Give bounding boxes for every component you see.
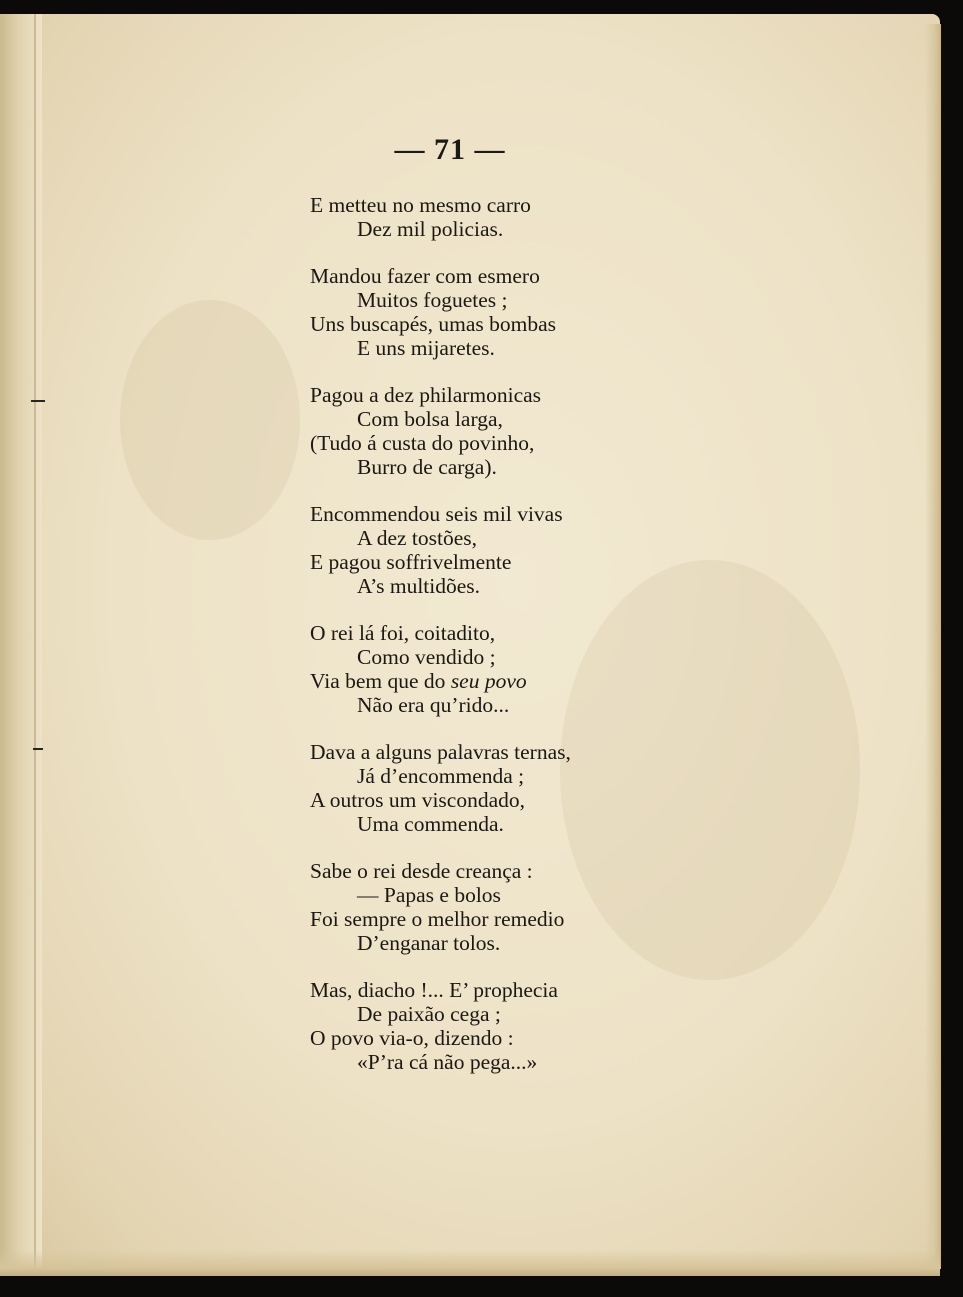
verse-line: (Tudo á custa do povinho, (310, 431, 535, 455)
page-number: — 71 — (394, 133, 506, 166)
verse-text: Via bem que do (310, 669, 451, 693)
stanza (310, 859, 670, 955)
verse-line: Mas, diacho !... E’ prophecia (310, 978, 558, 1002)
verse-line (310, 669, 670, 693)
margin-mark (33, 748, 43, 750)
verse-line: Foi sempre o melhor remedio (310, 907, 565, 931)
verse-line: Como vendido ; (357, 645, 496, 669)
verse-line: A’s multidões. (357, 574, 481, 598)
verse-line: Uns buscapés, umas bombas (310, 312, 557, 336)
stanza (310, 621, 670, 717)
stanza (310, 502, 670, 598)
stanza (310, 193, 670, 241)
verse-line: E uns mijaretes. (357, 336, 495, 360)
verse-line: Burro de carga). (357, 455, 497, 479)
poem-body (310, 193, 670, 1097)
page-edge-bottom (0, 1250, 940, 1276)
verse-line: Dava a alguns palavras ternas, (310, 740, 571, 764)
binding-fold (34, 14, 36, 1276)
paper-stain (120, 300, 300, 540)
verse-line: A outros um viscondado, (310, 788, 525, 812)
italic-emphasis: seu povo (450, 669, 527, 693)
verse-line: «P’ra cá não pega...» (357, 1050, 538, 1074)
verse-line: E pagou soffrivelmente (310, 550, 512, 574)
verse-line: Uma commenda. (357, 812, 504, 836)
verse-line: Já d’encommenda ; (357, 764, 525, 788)
stanza (310, 740, 670, 836)
margin-mark (31, 400, 45, 402)
verse-line: A dez tostões, (357, 526, 478, 550)
verse-line: Mandou fazer com esmero (310, 264, 540, 288)
verse-line: O povo via-o, dizendo : (310, 1026, 514, 1050)
verse-line: De paixão cega ; (357, 1002, 501, 1026)
verse-line: Não era qu’rido... (357, 693, 510, 717)
verse-line: E metteu no mesmo carro (310, 193, 531, 217)
verse-line: Dez mil policias. (357, 217, 504, 241)
verse-line: D’enganar tolos. (357, 931, 501, 955)
verse-line: Sabe o rei desde creança : (310, 859, 533, 883)
verse-line: — Papas e bolos (357, 883, 501, 907)
verse-line: O rei lá foi, coitadito, (310, 621, 496, 645)
verse-line: Muitos foguetes ; (357, 288, 508, 312)
verse-line: Com bolsa larga, (357, 407, 503, 431)
verse-line: Encommendou seis mil vivas (310, 502, 563, 526)
stanza (310, 383, 670, 479)
stanza (310, 264, 670, 360)
page-edge-right (925, 24, 941, 1269)
stanza (310, 978, 670, 1074)
verse-line: Pagou a dez philarmonicas (310, 383, 542, 407)
